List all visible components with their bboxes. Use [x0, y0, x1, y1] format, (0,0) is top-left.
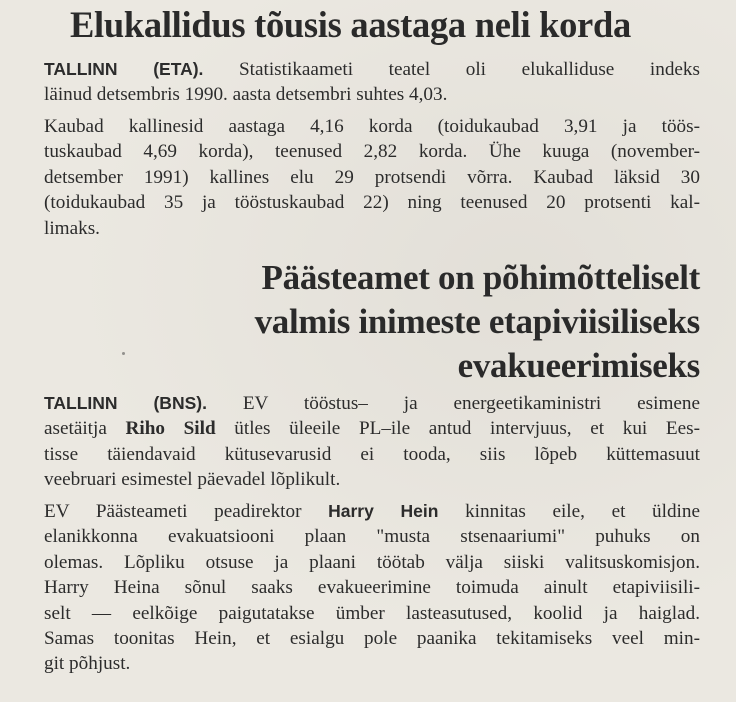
article1-line-5: detsember 1991) kallines elu 29 protsendi võrra. Kaubad läksid 30 — [44, 166, 700, 188]
article2-p2-line-6: Samas toonitas Hein, et esialgu pole paanika tekitamiseks veel min- — [44, 628, 700, 650]
article1-line-3: Kaubad kallinesid aastaga 4,16 korda (toidukaubad 3,91 ja töös- — [44, 116, 700, 137]
article2-p1-line-3: tisse täiendavaid kütusevarusid ei tooda, siis lõpeb küttemasuut — [44, 443, 700, 465]
person-name-harry-hein: Harry Hein — [328, 501, 439, 521]
article2-headline-line-2: valmis inimeste etapiviisiliseks — [254, 302, 700, 341]
article2-p2-line-2: elanikkonna evakuatsiooni plaan "musta stsenaariumi" puhuks on — [44, 526, 700, 548]
article2-p1-line-2-post: ütles üleeile PL–ile antud intervjuus, et kui Ees- — [215, 418, 700, 440]
article1-line-6: (toidukaubad 35 ja tööstuskaubad 22) ning teenused 20 protsenti kal- — [44, 192, 700, 214]
article2-p2-line-1 — [44, 499, 700, 524]
print-speck — [122, 352, 125, 355]
article2-p2-line-7: git põhjust. — [44, 653, 131, 675]
article1-headline: Elukallidus tõusis aastaga neli korda — [70, 4, 631, 45]
article2-p1-line-1-text: EV tööstus– ja energeetikaministri esimene — [206, 393, 700, 414]
article2-p2-line-3: olemas. Lõpliku otsuse ja plaani töötab välja siiski valitsuskomisjon. — [44, 551, 700, 573]
article2-p2-line-4: Harry Heina sõnul saaks evakueerimine toimuda ainult etapiviisili- — [44, 577, 700, 599]
article1-line-4: tuskaubad 4,69 korda), teenused 2,82 korda. Ühe kuuga (november- — [44, 141, 700, 163]
article2-p2-line-5: selt — eelkõige paigutatakse ümber lasteasutused, koolid ja haiglad. — [44, 602, 700, 624]
article2-p1-line-2-pre: asetäitja — [44, 418, 126, 440]
article2-p1-line-4: veebruari esimestel päevadel lõplikult. — [44, 469, 341, 491]
article2-paragraph-1 — [44, 391, 700, 493]
article1-body-p2 — [44, 114, 700, 241]
person-name-riho-sild: Riho Sild — [125, 418, 216, 440]
article1-line-1-text: Statistikaameti teatel oli elukalliduse indeks — [203, 59, 700, 80]
article2-paragraph-2 — [44, 499, 700, 677]
article1-body — [44, 57, 700, 108]
article1-line-1 — [44, 57, 700, 82]
article2-dateline: TALLINN (BNS). — [44, 393, 207, 413]
article2-p1-line-2 — [44, 416, 700, 441]
article1-line-7: limaks. — [44, 217, 100, 239]
article2-headline-line-3: evakueerimiseks — [457, 346, 700, 385]
article1-dateline: TALLINN (ETA). — [44, 59, 204, 79]
article2-headline — [255, 256, 700, 388]
article2-headline-line-1: Päästeamet on põhimõtteliselt — [261, 258, 700, 297]
article2-p2-line-1-post: kinnitas eile, et üldine — [438, 501, 701, 522]
article1-line-2: läinud detsembris 1990. aasta detsembri suhtes 4,03. — [44, 84, 448, 106]
article2-p2-line-1-pre: EV Päästeameti peadirektor — [44, 501, 329, 522]
article2-p1-line-1 — [44, 391, 700, 416]
